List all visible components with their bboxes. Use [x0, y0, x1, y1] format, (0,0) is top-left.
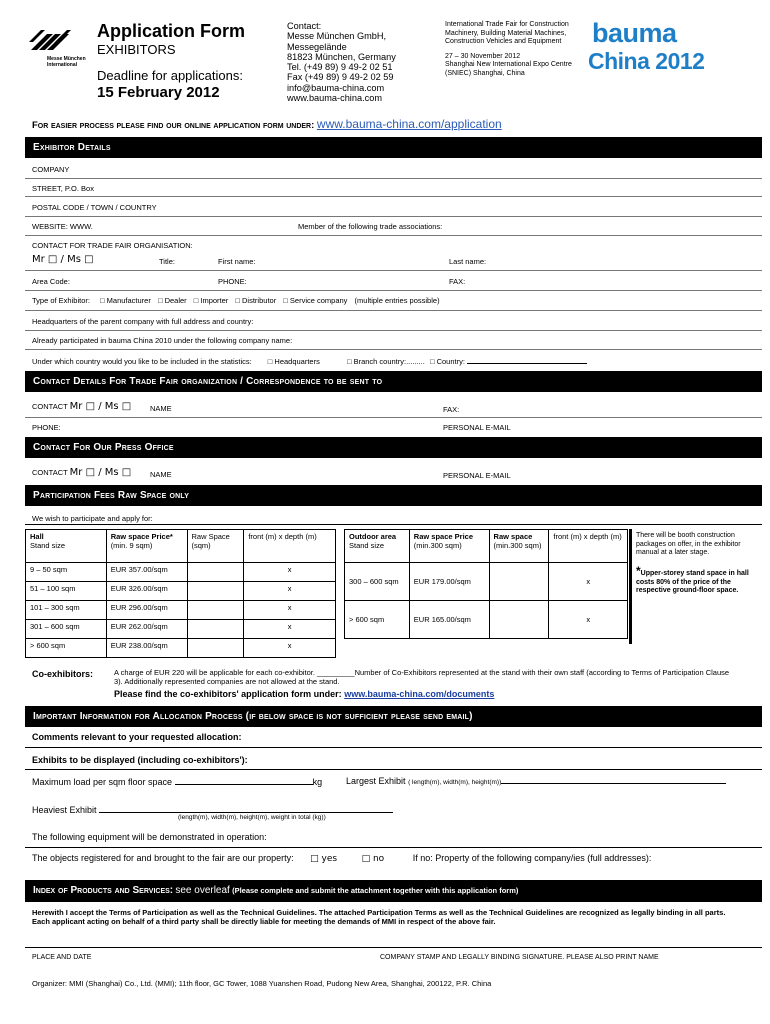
divider: [25, 747, 762, 748]
outdoor-size-cell: 300 – 600 sqm: [345, 563, 410, 601]
type-service-checkbox[interactable]: □ Service company: [283, 296, 348, 305]
multiple-entries-note: (multiple entries possible): [354, 296, 440, 305]
company-label: COMPANY: [32, 165, 70, 174]
co-exhibitors-link[interactable]: www.bauma-china.com/documents: [344, 689, 495, 699]
statistics-label: Under which country would you like to be included in the statistics:: [32, 357, 252, 366]
largest-exhibit-label: Largest Exhibit: [346, 776, 406, 786]
phone-label: PHONE:: [218, 277, 247, 286]
hall-raw-input[interactable]: [187, 563, 244, 582]
fax-label: FAX:: [449, 277, 466, 286]
exhibitor-type-label: Type of Exhibitor:: [32, 296, 90, 305]
exhibits-label: Exhibits to be displayed (including co-exhibitors'):: [32, 755, 248, 765]
outdoor-header-row: [345, 530, 628, 563]
contact-line: Messegelände: [287, 41, 347, 52]
terms-line-1: Herewith I accept the Terms of Participation as well as the Technical Guidelines. The attached Participation Terms as well as the Technical Guidelines are recognized as legally binding in all parts.: [32, 908, 726, 917]
outdoor-raw-input[interactable]: [489, 563, 549, 601]
hall-head-cell: Hall Stand size: [26, 530, 107, 563]
country-input[interactable]: [467, 355, 587, 364]
hall-raw-input[interactable]: [187, 639, 244, 658]
press-mr-ms-checkbox[interactable]: Mr □ / Ms □: [69, 467, 132, 478]
price-head-cell: Raw space Price* (min. 9 sqm): [106, 530, 187, 563]
outdoor-raw-input[interactable]: [489, 601, 549, 639]
heaviest-exhibit-label: Heaviest Exhibit: [32, 805, 97, 815]
property-yes-checkbox[interactable]: □ yes: [310, 854, 338, 864]
table-row: [26, 639, 336, 658]
outdoor-head-cell: Outdoor area Stand size: [345, 530, 410, 563]
organizer-line: Organizer: MMI (Shanghai) Co., Ltd. (MMI); 11th floor, GC Tower, 1088 Yuanshen Road, Pudong New Area, Shanghai, 200122, P.R. China: [32, 979, 492, 988]
hall-size-cell: > 600 sqm: [26, 639, 107, 658]
front-head-cell: front (m) x depth (m): [244, 530, 336, 563]
hall-raw-input[interactable]: [187, 601, 244, 620]
bauma-china-logo: [588, 18, 718, 88]
contact-line: Contact:: [287, 21, 322, 31]
exhibitor-type-row: [32, 296, 440, 305]
fair-info: [445, 21, 572, 79]
stamp-signature-label: COMPANY STAMP AND LEGALLY BINDING SIGNATURE. PLEASE ALSO PRINT NAME: [380, 954, 659, 961]
hall-raw-input[interactable]: [187, 582, 244, 601]
exhibitor-details-header: Exhibitor Details: [25, 137, 762, 158]
table-row: [26, 582, 336, 601]
heaviest-exhibit-dims: (length(m), width(m), height(m), weight in total (kg)): [178, 814, 326, 821]
outdoor-front-head-cell: front (m) x depth (m): [549, 530, 628, 563]
property-row: [32, 853, 752, 864]
fair-line: Shanghai New International Expo Centre: [445, 61, 572, 69]
outdoor-size-cell: > 600 sqm: [345, 601, 410, 639]
index-title: Index of Products and Services:: [33, 885, 174, 896]
divider: [25, 349, 762, 350]
stat-branch-checkbox[interactable]: □ Branch country:.........: [346, 357, 425, 366]
divider: [25, 196, 762, 197]
co-exhibitors-text-1: A charge of EUR 220 will be applicable for each co-exhibitor. _________Number of Co-Exhibitors represented at the stand with their own staff (according to Terms of Participation Clause: [114, 668, 730, 677]
fair-line: International Trade Fair for Construction: [445, 21, 569, 28]
type-distributor-checkbox[interactable]: □ Distributor: [235, 296, 277, 305]
divider: [25, 290, 762, 291]
index-see-overleaf: see overleaf: [175, 885, 230, 896]
divider: [25, 330, 762, 331]
index-note: (Please complete and submit the attachment together with this application form): [232, 886, 519, 895]
website-label: WEBSITE: WWW.: [32, 222, 93, 231]
comments-label: Comments relevant to your requested allocation:: [32, 732, 242, 742]
divider: [25, 235, 762, 236]
hall-dimension-input[interactable]: x: [244, 639, 336, 658]
contact-email[interactable]: info@bauma-china.com: [287, 82, 385, 93]
raw-head-cell: Raw Space (sqm): [187, 530, 244, 563]
fair-line: Construction Vehicles and Equipment: [445, 38, 562, 46]
stat-headquarters-checkbox[interactable]: □ Headquarters: [267, 357, 320, 366]
outdoor-price-head-cell: Raw space Price (min.300 sqm): [409, 530, 489, 563]
table-row: [26, 620, 336, 639]
area-code-label: Area Code:: [32, 277, 70, 286]
outdoor-price-cell: EUR 165.00/sqm: [409, 601, 489, 639]
title-label: Title:: [159, 257, 175, 266]
type-manufacturer-checkbox[interactable]: □ Manufacturer: [100, 296, 151, 305]
upper-storey-note: [636, 564, 754, 596]
statistics-row: [32, 355, 752, 366]
hall-price-cell: EUR 262.00/sqm: [106, 620, 187, 639]
mr-ms-checkbox[interactable]: Mr □ / Ms □: [32, 254, 94, 265]
contact-line: Fax (+49 89) 9 49-2 02 59: [287, 72, 394, 83]
contact-line: 81823 München, Germany: [287, 51, 396, 62]
largest-exhibit-input[interactable]: [501, 775, 726, 784]
participation-fees-header: Participation Fees Raw Space only: [25, 485, 762, 506]
contact-label: CONTACT: [32, 402, 68, 411]
divider: [25, 769, 762, 770]
kg-unit: kg: [312, 777, 323, 787]
booth-packages-note: There will be booth construction packages on offer, in the exhibitor manual at a later stage.: [636, 532, 741, 556]
hall-header-row: [26, 530, 336, 563]
allocation-header: Important Information for Allocation Process (if below space is not sufficient please send email): [25, 706, 762, 727]
hall-price-cell: EUR 357.00/sqm: [106, 563, 187, 582]
place-date-label: PLACE AND DATE: [32, 954, 92, 961]
press-contact-label: CONTACT: [32, 468, 68, 477]
divider: [25, 216, 762, 217]
contact-line: Messe München GmbH,: [287, 31, 387, 42]
contact-email-label: PERSONAL E-MAIL: [443, 423, 511, 432]
divider: [25, 524, 762, 525]
first-name-label: First name:: [218, 257, 256, 266]
contact-person-row: [32, 401, 131, 412]
note-star: *: [636, 564, 641, 578]
contact-website[interactable]: www.bauma-china.com: [287, 93, 382, 104]
logo-line-1: Messe München: [47, 56, 86, 62]
outdoor-dimension-input[interactable]: x: [549, 563, 628, 601]
terms-line-2: Each applicant acting on behalf of a third party shall be directly liable for meeting the demands of MMI in respect of the above fair.: [32, 917, 496, 926]
last-name-label: Last name:: [449, 257, 487, 266]
hall-price-cell: EUR 296.00/sqm: [106, 601, 187, 620]
outdoor-raw-head-cell: Raw space (min.300 sqm): [489, 530, 549, 563]
table-row: [345, 563, 628, 601]
already-participated-label: Already participated in bauma China 2010 under the following company name:: [32, 336, 293, 345]
heaviest-exhibit-input[interactable]: [99, 803, 393, 813]
table-row: [26, 601, 336, 620]
hall-size-cell: 9 – 50 sqm: [26, 563, 107, 582]
type-importer-checkbox[interactable]: □ Importer: [193, 296, 229, 305]
logo-line-2: International: [47, 62, 78, 68]
street-label: STREET, P.O. Box: [32, 184, 94, 193]
deadline-label: Deadline for applications:: [97, 68, 243, 83]
contact-org-label: CONTACT FOR TRADE FAIR ORGANISATION:: [32, 241, 193, 250]
contact-fax-label: FAX:: [443, 405, 460, 414]
divider: [25, 178, 762, 179]
bauma-logo-bottom: China 2012: [588, 48, 705, 74]
max-load-label: Maximum load per sqm floor space: [32, 777, 173, 787]
co-exhibitors-text-2: 3). Additionally represented companies are not allowed at the stand.: [114, 677, 340, 686]
largest-exhibit-row: [346, 775, 726, 786]
online-notice: [32, 117, 502, 131]
stat-country-checkbox[interactable]: □ Country:: [429, 357, 465, 366]
member-label: Member of the following trade associations:: [298, 222, 443, 231]
form-title: Application Form: [97, 21, 245, 41]
postal-label: POSTAL CODE / TOWN / COUNTRY: [32, 203, 157, 212]
hall-size-cell: 101 – 300 sqm: [26, 601, 107, 620]
fees-intro: We wish to participate and apply for:: [32, 514, 153, 523]
contact-block: [287, 21, 396, 103]
index-header: [25, 880, 762, 902]
outdoor-dimension-input[interactable]: x: [549, 601, 628, 639]
online-notice-text: For easier process please find our online application form under:: [32, 120, 315, 131]
co-exhibitors-find: [114, 689, 494, 699]
press-name-label: NAME: [150, 470, 172, 479]
press-email-label: PERSONAL E-MAIL: [443, 471, 511, 480]
property-no-checkbox[interactable]: □ no: [361, 854, 385, 864]
property-if-no-label: If no: Property of the following company/ies (full addresses):: [412, 853, 652, 863]
hall-dimension-input[interactable]: x: [244, 582, 336, 601]
fair-dates: 27 – 30 November 2012: [445, 52, 521, 60]
form-subtitle: EXHIBITORS: [97, 42, 176, 57]
hall-fees-table: [25, 529, 336, 658]
hall-price-cell: EUR 238.00/sqm: [106, 639, 187, 658]
type-dealer-checkbox[interactable]: □ Dealer: [157, 296, 187, 305]
upper-storey-note-text: Upper-storey stand space in hall costs 80% of the price of the respective ground-floor space.: [636, 570, 749, 594]
fair-line: Machinery, Building Material Machines,: [445, 29, 567, 37]
fair-line: (SNIEC) Shanghai, China: [445, 69, 525, 77]
messe-logo: [27, 28, 87, 68]
largest-exhibit-dims: ( length(m), width(m), height(m)): [408, 779, 502, 786]
table-row: [26, 563, 336, 582]
hq-label: Headquarters of the parent company with full address and country:: [32, 317, 254, 326]
hall-raw-input[interactable]: [187, 620, 244, 639]
contact-line: Tel. (+49 89) 9 49-2 02 51: [287, 62, 393, 73]
hall-dimension-input[interactable]: x: [244, 601, 336, 620]
press-contact-row: [32, 467, 131, 478]
max-load-row: [32, 775, 322, 787]
table-row: [345, 601, 628, 639]
messe-logo-icon: [27, 28, 73, 52]
co-exhibitors-find-text: Please find the co-exhibitors' application form under:: [114, 689, 342, 699]
equipment-label: The following equipment will be demonstrated in operation:: [32, 832, 267, 842]
property-label: The objects registered for and brought to the fair are our property:: [32, 853, 294, 863]
fees-vertical-rule: [629, 529, 632, 644]
online-form-link[interactable]: www.bauma-china.com/application: [316, 117, 502, 131]
contact-name-label: NAME: [150, 404, 172, 413]
hall-dimension-input[interactable]: x: [244, 563, 336, 582]
hall-size-cell: 51 – 100 sqm: [26, 582, 107, 601]
outdoor-fees-table: [344, 529, 628, 639]
hall-price-cell: EUR 326.00/sqm: [106, 582, 187, 601]
contact-details-header: Contact Details For Trade Fair organization / Correspondence to be sent to: [25, 371, 762, 392]
divider: [25, 947, 762, 948]
divider: [25, 417, 762, 418]
hall-size-cell: 301 – 600 sqm: [26, 620, 107, 639]
divider: [25, 847, 762, 848]
outdoor-price-cell: EUR 179.00/sqm: [409, 563, 489, 601]
contact-phone-label: PHONE:: [32, 423, 61, 432]
divider: [25, 270, 762, 271]
deadline-date: 15 February 2012: [97, 84, 220, 101]
hall-dimension-input[interactable]: x: [244, 620, 336, 639]
press-office-header: Contact For Our Press Office: [25, 437, 762, 458]
divider: [25, 310, 762, 311]
max-load-input[interactable]: [175, 775, 313, 785]
contact-mr-ms-checkbox[interactable]: Mr □ / Ms □: [69, 401, 132, 412]
co-exhibitors-label: Co-exhibitors:: [32, 669, 94, 679]
bauma-logo-top: bauma: [592, 18, 677, 48]
